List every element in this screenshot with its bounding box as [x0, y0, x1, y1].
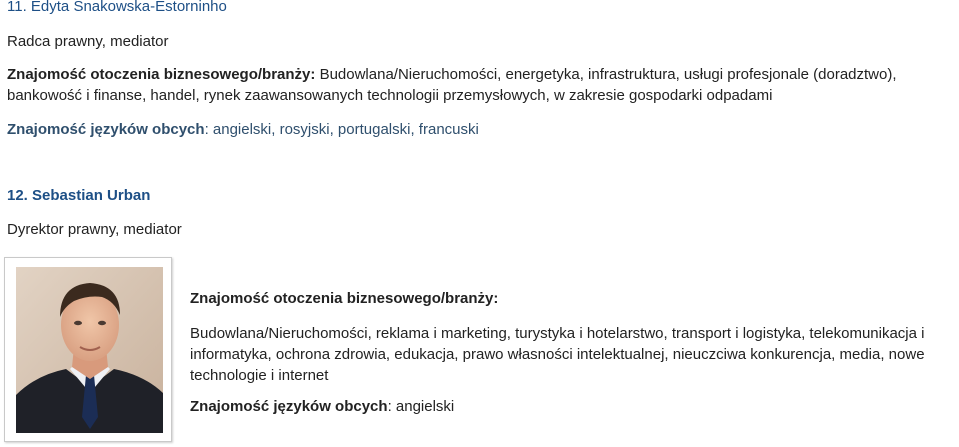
portrait-frame — [4, 257, 172, 442]
business-value: Budowlana/Nieruchomości, energetyka, infrastruktura, usługi profesjonale (doradztwo), bankowość i finanse, handel, rynek zaawansowanych technologii przemysłowych, w zakresie gospodarki odpadami — [7, 66, 897, 104]
person-heading — [7, 187, 150, 204]
business-knowledge — [7, 64, 952, 106]
business-value-line: technologie i internet — [190, 367, 329, 384]
languages-value: : angielski — [387, 398, 455, 415]
business-label: Znajomość otoczenia biznesowego/branży: — [190, 290, 499, 307]
languages-label: Znajomość języków obcych — [7, 121, 205, 138]
person-number: 12. — [7, 187, 28, 204]
person-heading — [7, 0, 227, 15]
person-role: Dyrektor prawny, mediator — [7, 221, 182, 238]
portrait-photo — [16, 267, 163, 433]
person-role: Radca prawny, mediator — [7, 33, 169, 50]
business-label: Znajomość otoczenia biznesowego/branży: — [7, 66, 316, 83]
person-name: Edyta Snakowska-Estorninho — [30, 0, 227, 15]
business-value — [190, 323, 925, 386]
languages — [190, 398, 454, 415]
business-value-line: informatyka, ochrona zdrowia, edukacja, prawo własności intelektualnej, nieuczciwa konkurencja, media, nowe — [190, 346, 925, 363]
languages-label: Znajomość języków obcych — [190, 398, 388, 415]
person-name: Sebastian Urban — [32, 187, 151, 204]
languages-value: : angielski, rosyjski, portugalski, francuski — [204, 121, 479, 138]
languages — [7, 121, 479, 138]
business-value-line: Budowlana/Nieruchomości, reklama i marketing, turystyka i hotelarstwo, transport i logistyka, telekomunikacja i — [190, 325, 925, 342]
person-number: 11. — [7, 0, 27, 15]
